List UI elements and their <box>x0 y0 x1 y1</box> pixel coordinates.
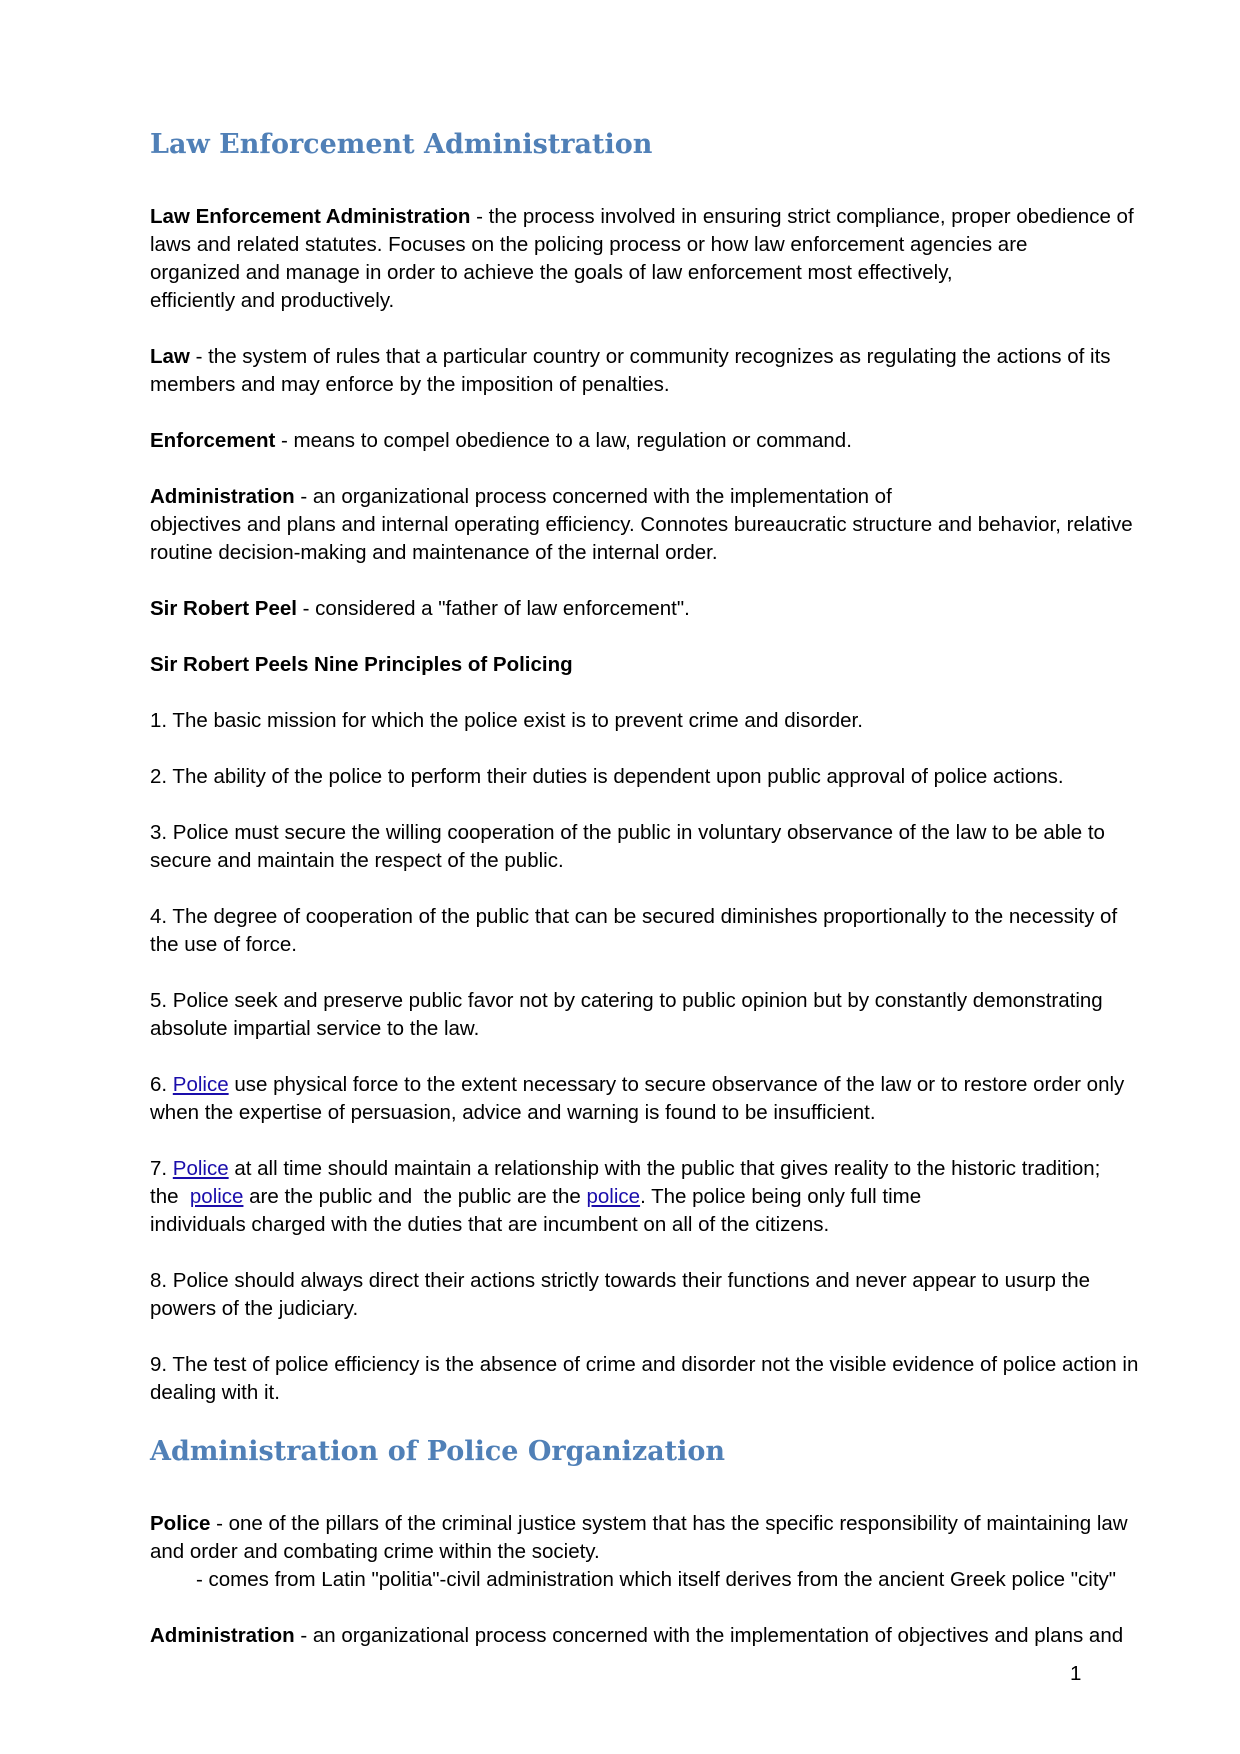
term: Law Enforcement Administration <box>150 205 471 228</box>
definition-sir-robert-peel: Sir Robert Peel - considered a "father of law enforcement". <box>150 597 690 620</box>
principle-9: 9. The test of police efficiency is the absence of crime and disorder not the visible evidence of police action in dealing with it. <box>150 1353 1139 1404</box>
principle-6: 6. Police use physical force to the extent necessary to secure observance of the law or to restore order only when the expertise of persuasion, advice and warning is found to be insufficient. <box>150 1073 1125 1124</box>
term: Law <box>150 345 190 368</box>
principle-8: 8. Police should always direct their actions strictly towards their functions and never appear to usurp the powers of the judiciary. <box>150 1269 1091 1320</box>
police-link[interactable]: police <box>189 1185 244 1208</box>
police-link[interactable]: Police <box>172 1073 229 1096</box>
term: Administration <box>150 485 295 508</box>
principle-4: 4. The degree of cooperation of the public that can be secured diminishes proportionally to the necessity of the use of force. <box>150 905 1118 956</box>
term: Police <box>150 1512 211 1535</box>
page-number: 1 <box>1070 1662 1082 1685</box>
page-content <box>150 128 1190 1678</box>
principle-5: 5. Police seek and preserve public favor not by catering to public opinion but by constantly demonstrating absolute impartial service to the law. <box>150 989 1103 1040</box>
principle-2: 2. The ability of the police to perform their duties is dependent upon public approval of police actions. <box>150 765 1064 788</box>
principle-3: 3. Police must secure the willing cooperation of the public in voluntary observance of the law to be able to secure and maintain the respect of the public. <box>150 821 1105 872</box>
definition-administration: Administration - an organizational process concerned with the implementation of objectives and plans and internal operating efficiency. Connotes bureaucratic structure and behavior, relative routine decision-making and maintenance of the internal order. <box>150 485 1133 564</box>
definition-enforcement: Enforcement - means to compel obedience to a law, regulation or command. <box>150 429 852 452</box>
definition-administration-2: Administration - an organizational process concerned with the implementation of objectives and plans and <box>150 1624 1124 1647</box>
police-link[interactable]: police <box>586 1185 641 1208</box>
police-link[interactable]: Police <box>172 1157 229 1180</box>
principles-title: Sir Robert Peels Nine Principles of Policing <box>150 653 573 676</box>
heading-administration-of-police-organization: Administration of Police Organization <box>150 1436 726 1467</box>
term: Sir Robert Peel <box>150 597 297 620</box>
term: Administration <box>150 1624 295 1647</box>
definition-law-enforcement-administration: Law Enforcement Administration - the process involved in ensuring strict compliance, proper obedience of laws and related statutes. Focuses on the policing process or how law enforcement agencies are organized and manage in order to achieve the goals of law enforcement most effectively, efficiently and productively. <box>150 205 1134 312</box>
principle-7: 7. Police at all time should maintain a relationship with the public that gives reality to the historic tradition; the police are the public and the public are the police. The police being only full time individuals charged with the duties that are incumbent on all of the citizens. <box>150 1157 1101 1236</box>
principle-1: 1. The basic mission for which the police exist is to prevent crime and disorder. <box>150 709 863 732</box>
term: Enforcement <box>150 429 276 452</box>
definition-police: Police - one of the pillars of the criminal justice system that has the specific responsibility of maintaining law and order and combating crime within the society. - comes from Latin "politia"-civil administration which itself derives from the ancient Greek police "city" <box>150 1512 1128 1591</box>
heading-law-enforcement-administration: Law Enforcement Administration <box>150 129 653 160</box>
definition-law: Law - the system of rules that a particular country or community recognizes as regulating the actions of its members and may enforce by the imposition of penalties. <box>150 345 1111 396</box>
